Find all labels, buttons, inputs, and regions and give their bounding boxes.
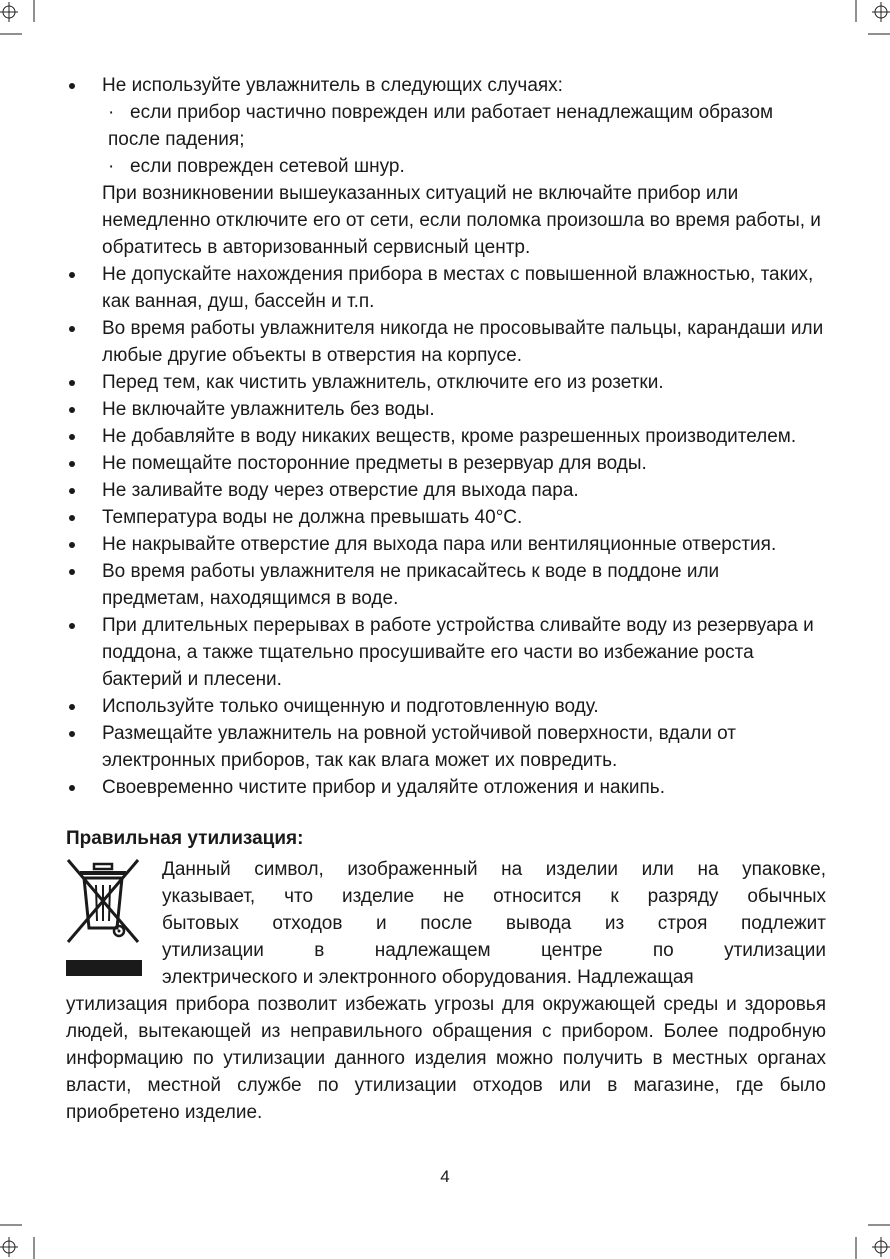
list-item: Не заливайте воду через отверстие для выхода пара. [66,477,826,504]
list-item: Не включайте увлажнитель без воды. [66,396,826,423]
crop-mark-top-right [830,0,890,44]
crossed-out-wheelie-bin-icon [66,858,142,978]
list-item: Перед тем, как чистить увлажнитель, отключите его из розетки. [66,369,826,396]
disposal-heading: Правильная утилизация: [66,828,304,849]
list-item: При длительных перерывах в работе устройства сливайте воду из резервуара и поддона, а также тщательно просушивайте его части во избежание роста бактерий и плесени. [66,612,826,693]
list-item: Размещайте увлажнитель на ровной устойчивой поверхности, вдали от электронных приборов, так как влага может их повредить. [66,720,826,774]
crop-mark-bottom-left [0,1215,60,1259]
list-item: Не добавляйте в воду никаких веществ, кроме разрешенных производителем. [66,423,826,450]
list-item: Не накрывайте отверстие для выхода пара или вентиляционные отверстия. [66,531,826,558]
list-item: Не помещайте посторонние предметы в резервуар для воды. [66,450,826,477]
sub-item: · если поврежден сетевой шнур. [108,156,405,177]
bullet-continuation: При возникновении вышеуказанных ситуаций не включайте прибор или немедленно отключите его от сети, если поломка произошла во время работы, и обратитесь в авторизованный сервисный центр. [102,183,821,258]
list-item: Не используйте увлажнитель в следующих случаях: · если прибор частично поврежден или работает ненадлежащим образом после падения; · если поврежден сетевой шнур. При возникновении вышеуказанных ситуаций не включайте прибор или немедленно отключите его от сети, если поломка произошла во время работы, и обратитесь в авторизованный сервисный центр. [66,72,826,261]
crop-mark-bottom-right [830,1215,890,1259]
sub-item: · если прибор частично поврежден или работает ненадлежащим образом после падения; [108,102,774,150]
list-item: Температура воды не должна превышать 40°С. [66,504,826,531]
list-item: Не допускайте нахождения прибора в местах с повышенной влажностью, таких, как ванная, душ, бассейн и т.п. [66,261,826,315]
list-item: Во время работы увлажнителя не прикасайтесь к воде в поддоне или предметам, находящимся в воде. [66,558,826,612]
disposal-paragraph: утилизация прибора позволит избежать угрозы для окружающей среды и здоровья людей, вытекающей из неправильного обращения с прибором. Более подробную информацию по утилизации данного изделия можно получить в местных органах власти, местной службе по утилизации отходов или в магазине, где было приобретено изделие. [66,994,826,1123]
list-item: Во время работы увлажнителя никогда не просовывайте пальцы, карандаши или любые другие объекты в отверстия на корпусе. [66,315,826,369]
list-item: Используйте только очищенную и подготовленную воду. [66,693,826,720]
list-item: Своевременно чистите прибор и удаляйте отложения и накипь. [66,774,826,801]
crop-mark-top-left [0,0,60,44]
disposal-section [66,856,826,1126]
disposal-intro: Данный символ, изображенный на изделии или на упаковке, указывает, что изделие не относится к разряду обычных бытовых отходов и после вывода из строя подлежит утилизации в надлежащем центре по утилизации электрического и электронного оборудования. Надлежащая [162,859,826,988]
page-number: 4 [440,1167,450,1186]
page-content [66,72,826,1126]
safety-bullet-list [66,72,826,801]
